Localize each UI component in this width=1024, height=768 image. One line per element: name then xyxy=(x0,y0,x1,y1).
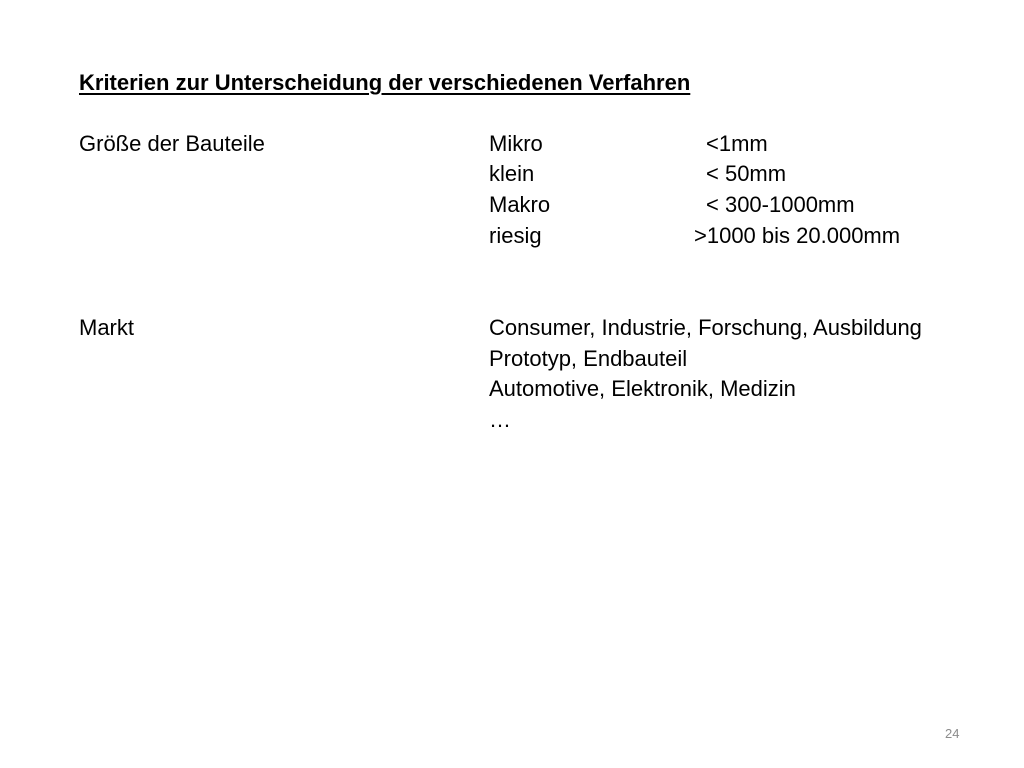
page-number: 24 xyxy=(945,726,960,741)
size-section-label: Größe der Bauteile xyxy=(79,131,265,156)
slide-heading: Kriterien zur Unterscheidung der verschiedenen Verfahren xyxy=(79,70,691,95)
market-line-2: Prototyp, Endbauteil xyxy=(489,346,688,371)
size-range-huge: >1000 bis 20.000mm xyxy=(694,223,901,248)
size-range-macro: < 300-1000mm xyxy=(706,192,855,217)
size-category-macro: Makro xyxy=(489,192,551,217)
size-range-small: < 50mm xyxy=(706,161,787,186)
market-line-3: Automotive, Elektronik, Medizin xyxy=(489,376,796,401)
size-category-small: klein xyxy=(489,161,535,186)
market-line-4: … xyxy=(489,407,511,432)
size-category-micro: Mikro xyxy=(489,131,543,156)
market-section-label: Markt xyxy=(79,315,134,340)
market-line-1: Consumer, Industrie, Forschung, Ausbildung xyxy=(489,315,922,340)
size-category-huge: riesig xyxy=(489,223,542,248)
size-range-micro: <1mm xyxy=(706,131,768,156)
